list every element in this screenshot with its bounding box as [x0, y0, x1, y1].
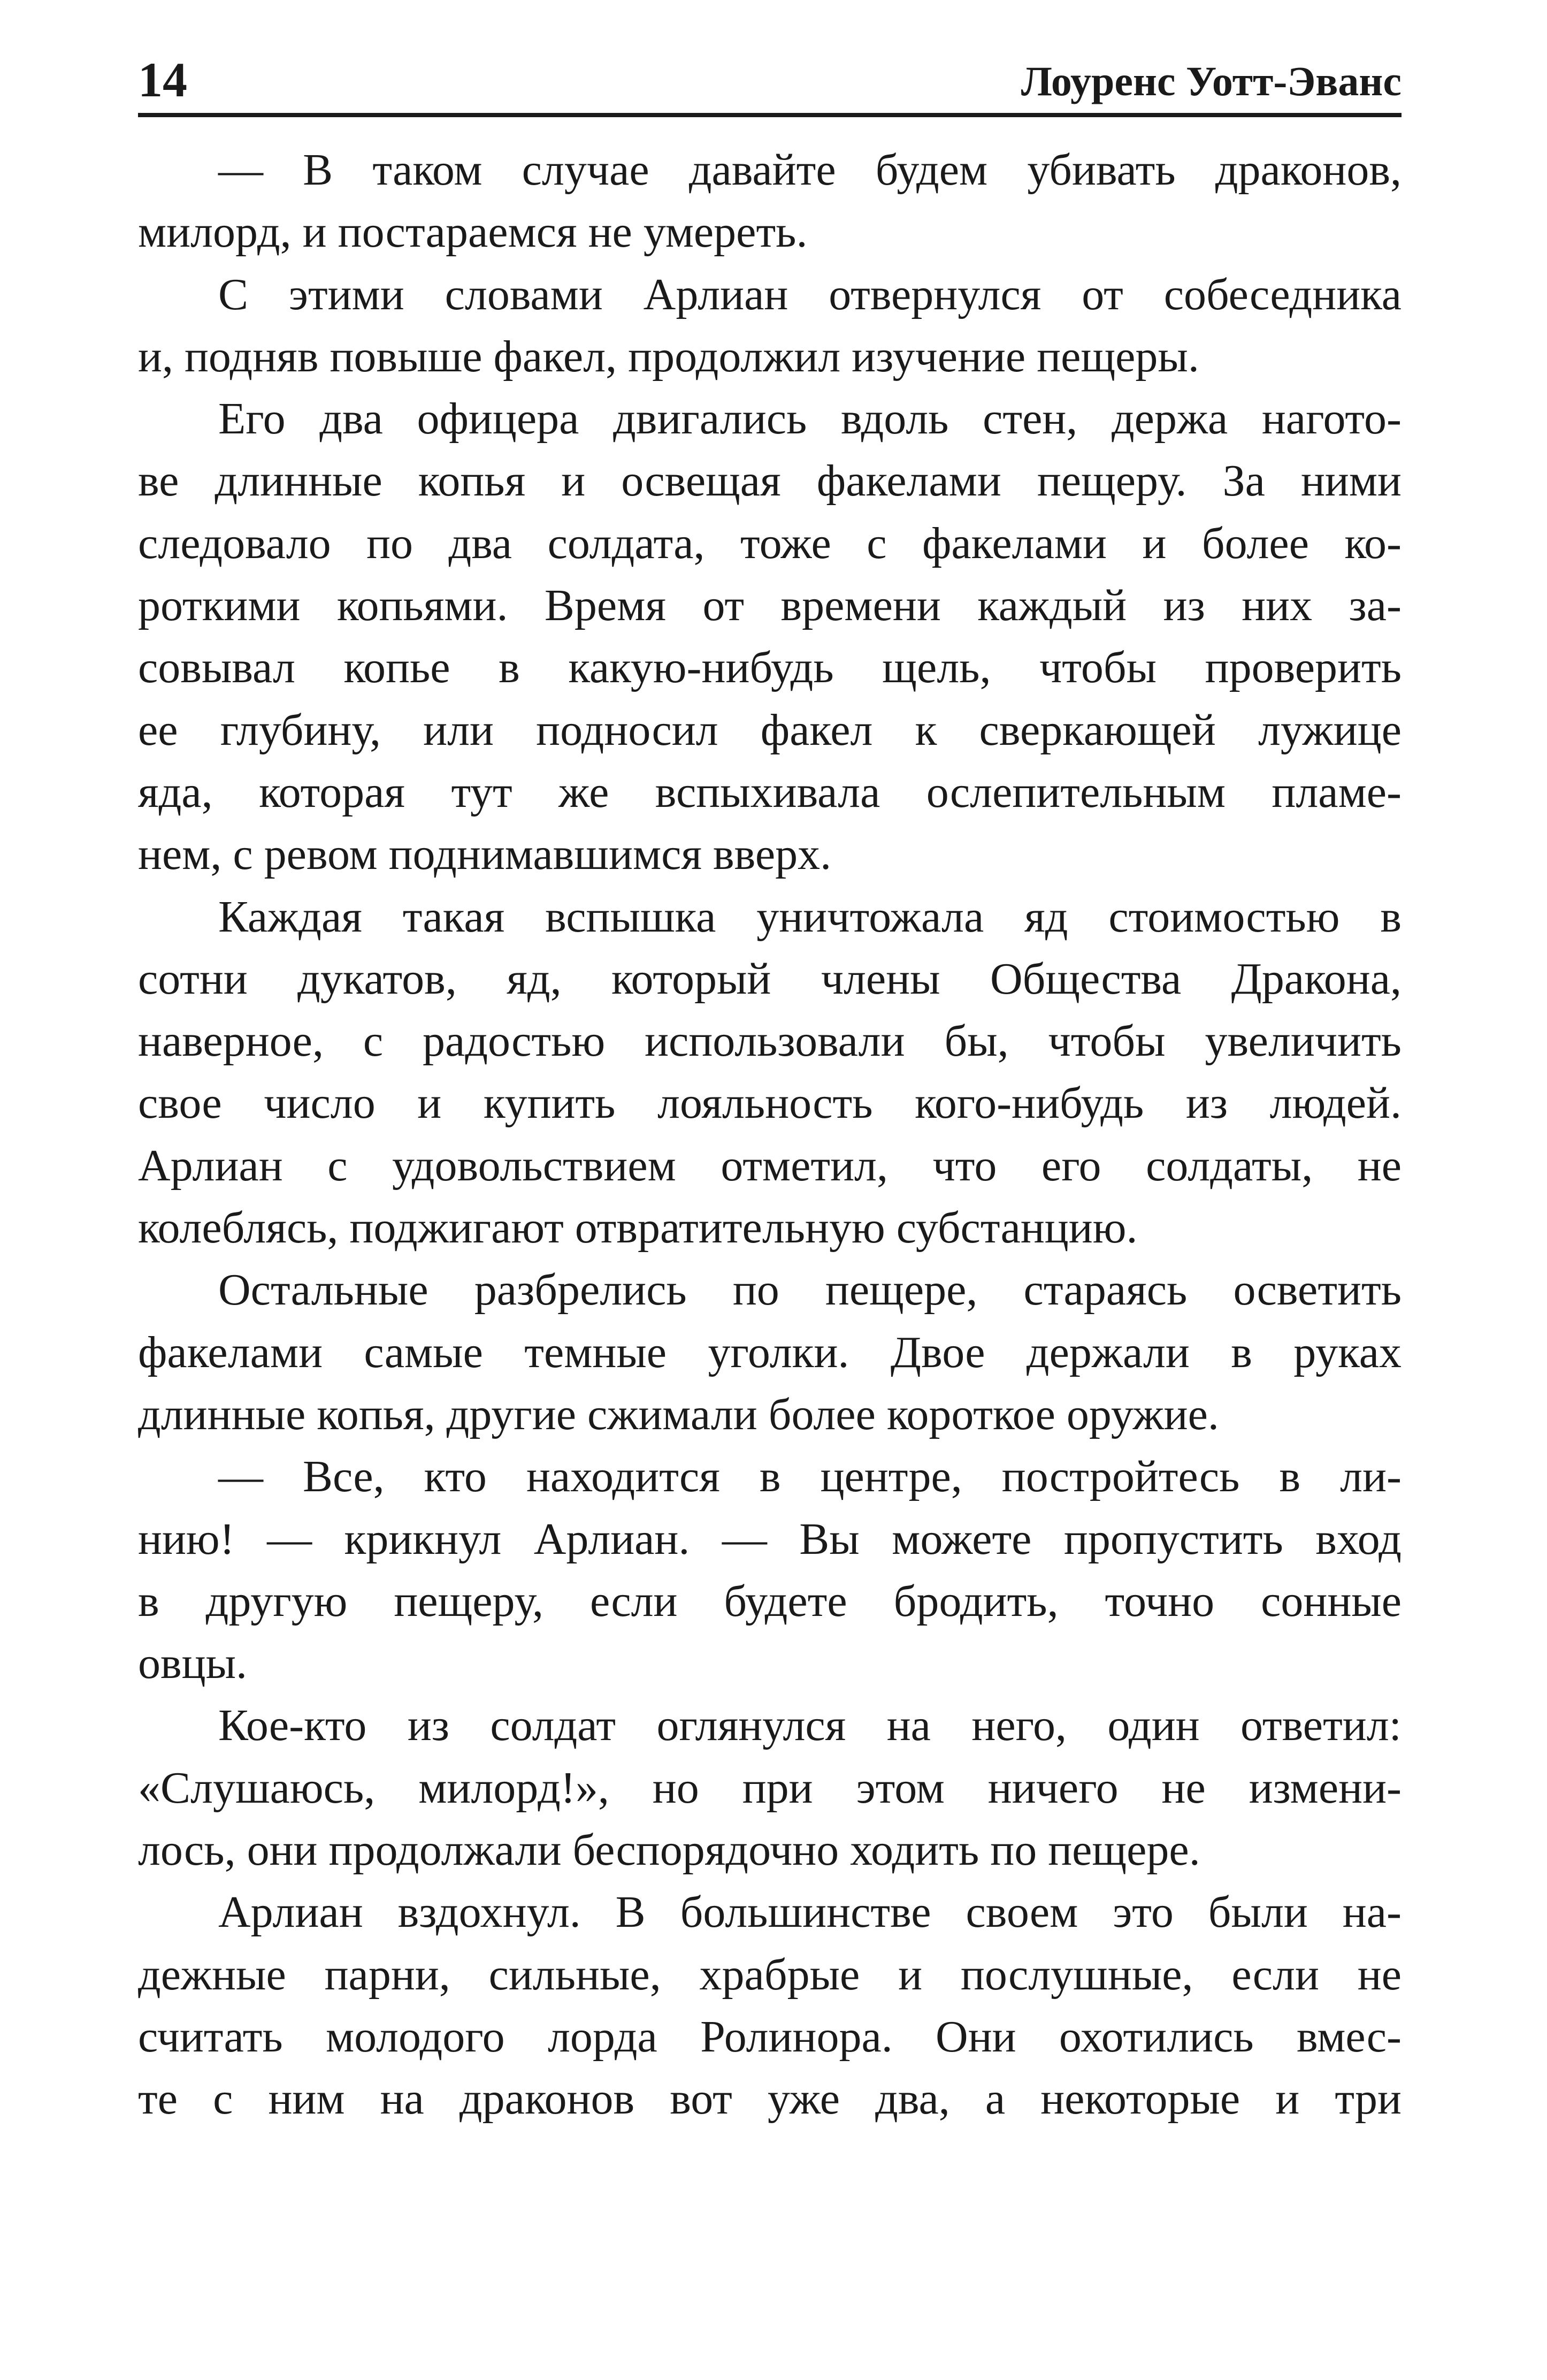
text-line: Арлиан с удовольствием отметил, что его солдаты, не	[138, 1140, 1402, 1191]
text-line: нем, с ревом поднимавшимся вверх.	[138, 829, 832, 880]
text-line: ве длинные копья и освещая факелами пещеру. За ними	[138, 456, 1402, 506]
running-head-author: Лоуренс Уотт-Эванс	[1021, 58, 1402, 104]
text-line: совывал копье в какую-нибудь щель, чтобы проверить	[138, 643, 1402, 693]
text-line: в другую пещеру, если будете бродить, точно сонные	[138, 1576, 1402, 1626]
text-line: длинные копья, другие сжимали более короткое оружие.	[138, 1389, 1219, 1439]
text-line: — Все, кто находится в центре, постройтесь в ли-	[218, 1452, 1402, 1502]
text-line: С этими словами Арлиан отвернулся от собеседника	[218, 269, 1402, 319]
text-line: «Слушаюсь, милорд!», но при этом ничего не измени-	[138, 1763, 1402, 1813]
page-header	[138, 51, 1402, 120]
text-line: ее глубину, или подносил факел к сверкающей лужице	[138, 705, 1402, 755]
text-line: колеблясь, поджигают отвратительную субстанцию.	[138, 1203, 1138, 1253]
text-line: сотни дукатов, яд, который члены Общества Дракона,	[138, 953, 1402, 1004]
text-line: свое число и купить лояльность кого-нибудь из людей.	[138, 1078, 1402, 1128]
book-page	[138, 51, 1402, 2124]
text-line: яда, которая тут же вспыхивала ослепительным пламе-	[138, 767, 1402, 817]
text-line: Его два офицера двигались вдоль стен, держа нагото-	[218, 394, 1402, 444]
text-line: лось, они продолжали беспорядочно ходить по пещере.	[138, 1825, 1200, 1875]
header-rule	[138, 113, 1402, 117]
text-line: те с ним на драконов вот уже два, а некоторые и три	[138, 2074, 1402, 2124]
body-text	[138, 139, 1402, 2131]
text-line: милорд, и постараемся не умереть.	[138, 207, 808, 257]
text-line: Арлиан вздохнул. В большинстве своем это были на-	[218, 1887, 1402, 1937]
text-line: дежные парни, сильные, храбрые и послушные, если не	[138, 1949, 1402, 2000]
text-line: — В таком случае давайте будем убивать драконов,	[218, 145, 1402, 195]
text-line: Остальные разбрелись по пещере, стараясь осветить	[218, 1265, 1402, 1315]
text-line: и, подняв повыше факел, продолжил изучение пещеры.	[138, 331, 1199, 382]
text-line: считать молодого лорда Ролинора. Они охотились вмес-	[138, 2011, 1402, 2062]
text-line: следовало по два солдата, тоже с факелами и более ко-	[138, 518, 1402, 568]
text-line: овцы.	[138, 1638, 248, 1689]
text-line: факелами самые темные уголки. Двое держали в руках	[138, 1327, 1402, 1377]
text-line: Кое-кто из солдат оглянулся на него, один ответил:	[218, 1700, 1402, 1751]
page-number: 14	[138, 52, 187, 107]
text-line: нию! — крикнул Арлиан. — Вы можете пропустить вход	[138, 1514, 1402, 1564]
text-line: наверное, с радостью использовали бы, чтобы увеличить	[138, 1016, 1402, 1066]
text-line: роткими копьями. Время от времени каждый из них за-	[138, 581, 1402, 631]
text-line: Каждая такая вспышка уничтожала яд стоимостью в	[218, 891, 1402, 942]
